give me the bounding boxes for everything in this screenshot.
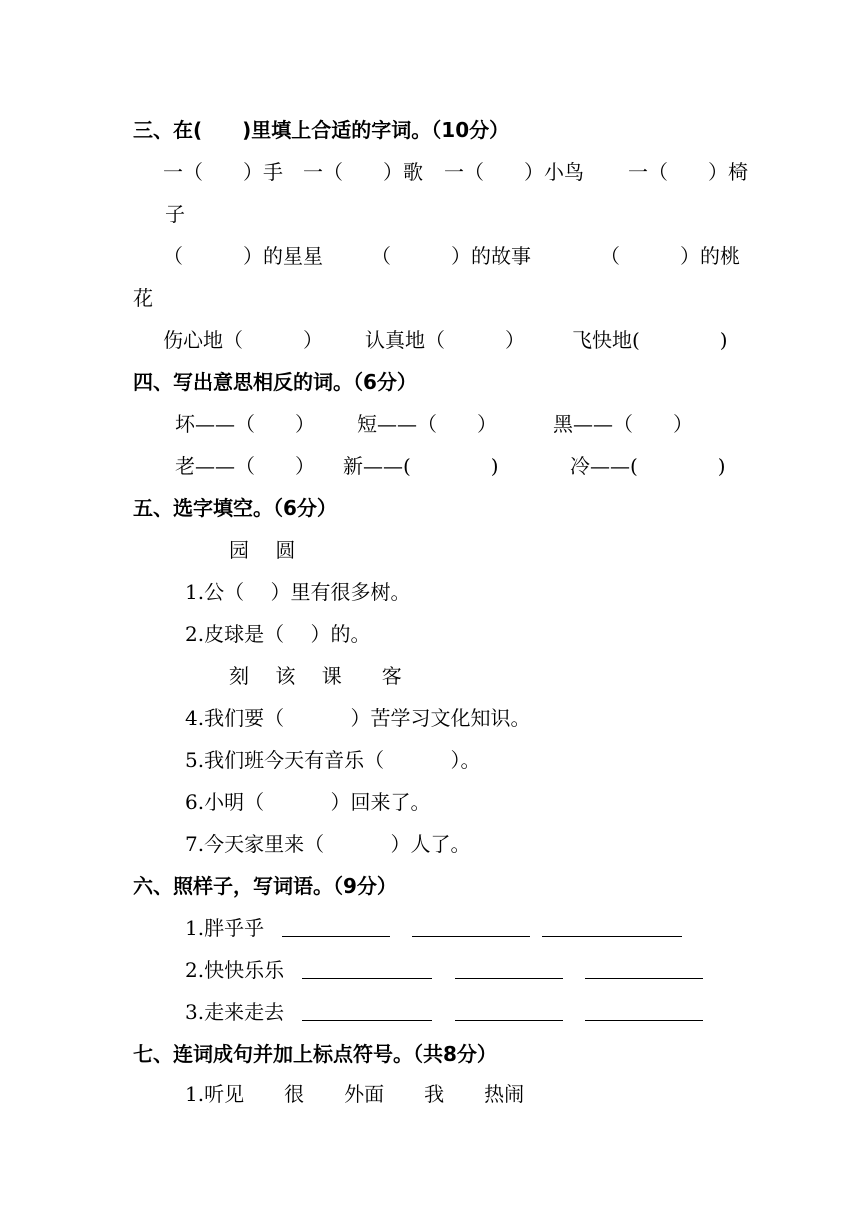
s3-row1-item: 一（ ）手 [163, 160, 283, 184]
s3-row1-item: 一（ ）歌 [303, 160, 423, 184]
s3-row3-item: 飞快地( ) [572, 328, 728, 352]
s6-example: 1.胖乎乎 [185, 916, 265, 940]
s3-row2-item: （ ）的故事 [371, 244, 531, 268]
answer-line[interactable] [412, 918, 530, 937]
s3-row1-wrap: 子 [165, 202, 185, 226]
s3-row1-item: 一（ ）椅 [628, 160, 748, 184]
s4-row1-item: 短——（ ） [357, 412, 497, 436]
answer-line[interactable] [585, 1002, 703, 1021]
section-5-heading: 五、选字填空。（6分） [133, 496, 337, 520]
section-3-heading: 三、在( )里填上合适的字词。（10分） [133, 118, 510, 142]
section-4-heading: 四、写出意思相反的词。（6分） [133, 370, 417, 394]
s4-row1-item: 坏——（ ） [175, 412, 315, 436]
s5-item: 5.我们班今天有音乐（ ）。 [185, 748, 481, 772]
s3-row2-item: （ ）的桃 [600, 244, 740, 268]
s7-item: 1.听见 很 外面 我 热闹 [185, 1082, 525, 1106]
s5-item: 4.我们要（ ）苦学习文化知识。 [185, 706, 531, 730]
s5-item: 2.皮球是（ ）的。 [185, 622, 371, 646]
s6-example: 3.走来走去 [185, 1000, 285, 1024]
s3-row3-item: 认真地（ ） [365, 328, 525, 352]
s5-item: 7.今天家里来（ ）人了。 [185, 832, 471, 856]
s4-row2-item: 新——( ) [343, 454, 499, 478]
s5-choices-1: 园 圆 [229, 538, 296, 562]
s5-item: 6.小明（ ）回来了。 [185, 790, 431, 814]
answer-line[interactable] [542, 918, 682, 937]
s3-row3-item: 伤心地（ ） [163, 328, 323, 352]
s5-choices-2: 刻 该 课 客 [229, 664, 402, 688]
section-7-heading: 七、连词成句并加上标点符号。（共8分） [133, 1042, 497, 1066]
s4-row2-item: 老——（ ） [175, 454, 315, 478]
answer-line[interactable] [455, 1002, 563, 1021]
answer-line[interactable] [585, 960, 703, 979]
s4-row1-item: 黑——（ ） [553, 412, 693, 436]
answer-line[interactable] [302, 960, 432, 979]
s5-item: 1.公（ ）里有很多树。 [185, 580, 411, 604]
s3-row1-item: 一（ ）小鸟 [444, 160, 584, 184]
section-6-heading: 六、照样子，写词语。（9分） [133, 874, 397, 898]
s6-example: 2.快快乐乐 [185, 958, 285, 982]
answer-line[interactable] [302, 1002, 432, 1021]
answer-line[interactable] [455, 960, 563, 979]
answer-line[interactable] [282, 918, 390, 937]
s3-row2-item: （ ）的星星 [163, 244, 323, 268]
s3-row2-wrap: 花 [133, 286, 153, 310]
s4-row2-item: 冷——( ) [570, 454, 726, 478]
